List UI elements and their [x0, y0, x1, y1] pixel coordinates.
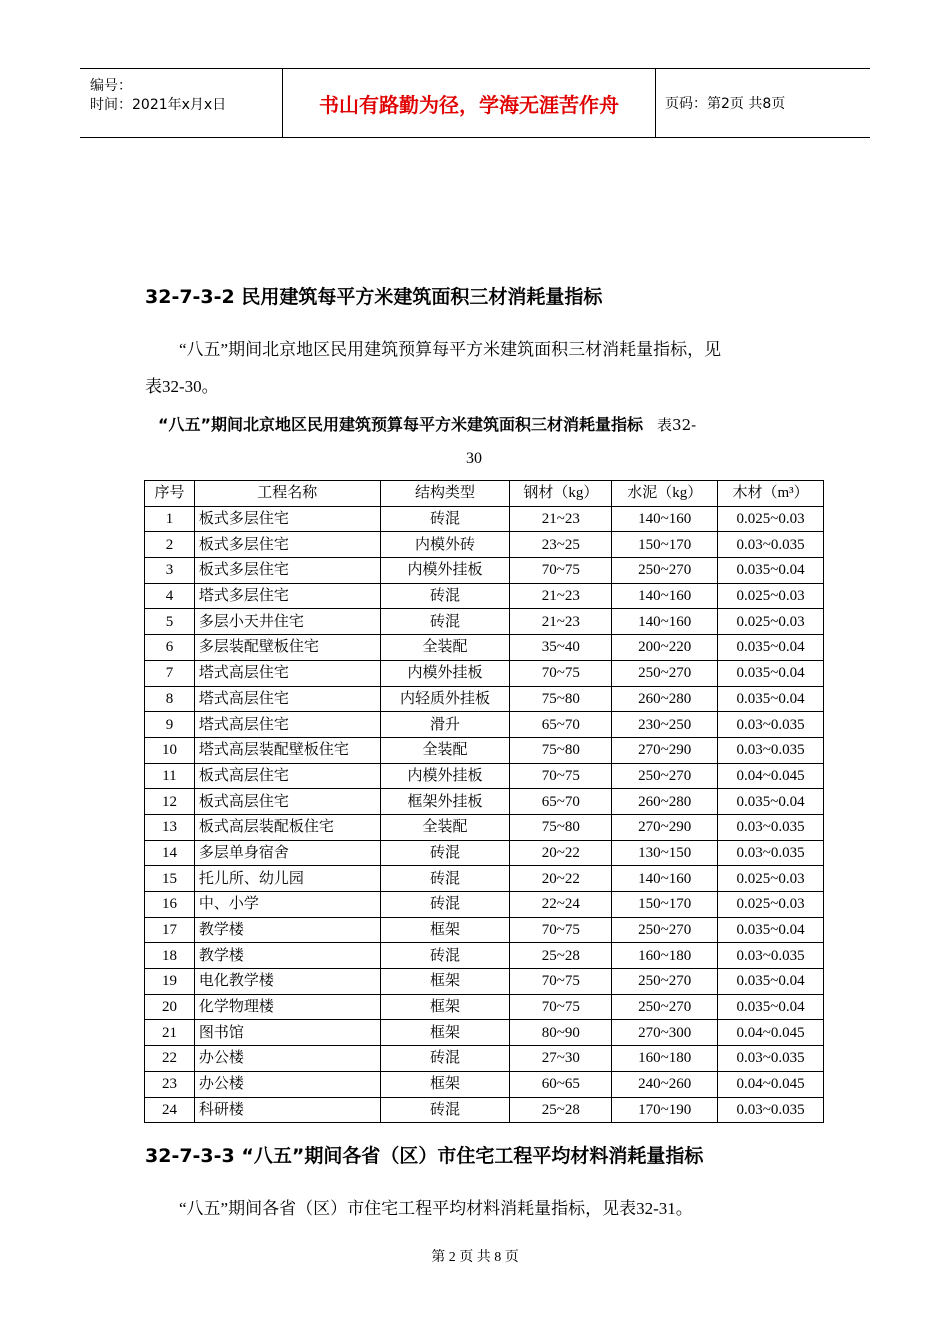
row-index: 20	[145, 994, 195, 1020]
project-name: 教学楼	[194, 917, 380, 943]
section-title-32-7-3-2: 32-7-3-2 民用建筑每平方米建筑面积三材消耗量指标	[145, 286, 603, 308]
table-number: 表32-	[657, 416, 697, 434]
table-row	[145, 763, 824, 789]
table-row	[145, 943, 824, 969]
table-row	[145, 635, 824, 661]
project-name: 电化教学楼	[194, 969, 380, 995]
table-row	[145, 1097, 824, 1123]
column-header: 钢材（kg）	[510, 481, 612, 507]
column-header: 结构类型	[380, 481, 510, 507]
cement-value: 270~290	[612, 814, 718, 840]
table-row	[145, 737, 824, 763]
table-row	[145, 558, 824, 584]
project-name: 托儿所、幼儿园	[194, 866, 380, 892]
cement-value: 200~220	[612, 635, 718, 661]
section2-paragraph	[145, 1190, 810, 1227]
cement-value: 240~260	[612, 1071, 718, 1097]
project-name: 板式多层住宅	[194, 558, 380, 584]
row-index: 5	[145, 609, 195, 635]
section1-para-line1: “八五”期间北京地区民用建筑预算每平方米建筑面积三材消耗量指标，见	[179, 340, 722, 359]
row-index: 11	[145, 763, 195, 789]
structure-type: 全装配	[380, 635, 510, 661]
steel-value: 35~40	[510, 635, 612, 661]
timber-value: 0.03~0.035	[718, 840, 824, 866]
steel-value: 70~75	[510, 660, 612, 686]
table-row	[145, 840, 824, 866]
steel-value: 21~23	[510, 583, 612, 609]
row-index: 19	[145, 969, 195, 995]
timber-value: 0.03~0.035	[718, 532, 824, 558]
steel-value: 75~80	[510, 737, 612, 763]
steel-value: 60~65	[510, 1071, 612, 1097]
project-name: 塔式高层住宅	[194, 712, 380, 738]
row-index: 16	[145, 892, 195, 918]
timber-value: 0.03~0.035	[718, 943, 824, 969]
cement-value: 270~300	[612, 1020, 718, 1046]
row-index: 8	[145, 686, 195, 712]
structure-type: 框架	[380, 994, 510, 1020]
table-row	[145, 814, 824, 840]
column-header: 木材（m³）	[718, 481, 824, 507]
row-index: 4	[145, 583, 195, 609]
timber-value: 0.025~0.03	[718, 583, 824, 609]
row-index: 3	[145, 558, 195, 584]
row-index: 6	[145, 635, 195, 661]
project-name: 板式多层住宅	[194, 506, 380, 532]
cement-value: 140~160	[612, 506, 718, 532]
row-index: 24	[145, 1097, 195, 1123]
cement-value: 150~170	[612, 532, 718, 558]
cement-value: 270~290	[612, 737, 718, 763]
table-header-row	[145, 481, 824, 507]
cement-value: 250~270	[612, 558, 718, 584]
steel-value: 21~23	[510, 506, 612, 532]
cement-value: 250~270	[612, 969, 718, 995]
row-index: 15	[145, 866, 195, 892]
section-title-32-7-3-3: 32-7-3-3 “八五”期间各省（区）市住宅工程平均材料消耗量指标	[145, 1145, 704, 1167]
section1-paragraph	[145, 331, 810, 405]
table-row	[145, 1020, 824, 1046]
header-meta	[80, 69, 280, 137]
timber-value: 0.03~0.035	[718, 1097, 824, 1123]
table-number-continued: 30	[466, 450, 482, 467]
structure-type: 框架	[380, 969, 510, 995]
number-label: 编号：	[90, 78, 132, 94]
project-name: 板式多层住宅	[194, 532, 380, 558]
project-name: 科研楼	[194, 1097, 380, 1123]
column-header: 工程名称	[194, 481, 380, 507]
cement-value: 140~160	[612, 866, 718, 892]
cement-value: 230~250	[612, 712, 718, 738]
timber-value: 0.04~0.045	[718, 763, 824, 789]
steel-value: 23~25	[510, 532, 612, 558]
timber-value: 0.025~0.03	[718, 892, 824, 918]
cement-value: 250~270	[612, 660, 718, 686]
page-footer: 第 2 页 共 8 页	[431, 1250, 519, 1265]
table-row	[145, 789, 824, 815]
table-row	[145, 1046, 824, 1072]
structure-type: 框架	[380, 917, 510, 943]
project-name: 板式高层住宅	[194, 763, 380, 789]
header-page-info: 页码：第2页 共8页	[665, 96, 786, 112]
section2-para-text: “八五”期间各省（区）市住宅工程平均材料消耗量指标，见表32-31。	[179, 1199, 693, 1218]
steel-value: 65~70	[510, 789, 612, 815]
timber-value: 0.03~0.035	[718, 737, 824, 763]
project-name: 塔式高层住宅	[194, 686, 380, 712]
structure-type: 砖混	[380, 609, 510, 635]
timber-value: 0.035~0.04	[718, 789, 824, 815]
steel-value: 27~30	[510, 1046, 612, 1072]
steel-value: 25~28	[510, 943, 612, 969]
structure-type: 砖混	[380, 583, 510, 609]
steel-value: 75~80	[510, 686, 612, 712]
table-row	[145, 686, 824, 712]
row-index: 17	[145, 917, 195, 943]
row-index: 1	[145, 506, 195, 532]
consumption-table	[144, 480, 824, 1123]
cement-value: 250~270	[612, 917, 718, 943]
structure-type: 内模外挂板	[380, 660, 510, 686]
section1-para-line2: 表32-30。	[145, 377, 219, 396]
steel-value: 70~75	[510, 763, 612, 789]
structure-type: 框架	[380, 1071, 510, 1097]
steel-value: 70~75	[510, 917, 612, 943]
row-index: 13	[145, 814, 195, 840]
row-index: 14	[145, 840, 195, 866]
structure-type: 框架外挂板	[380, 789, 510, 815]
cement-value: 260~280	[612, 686, 718, 712]
structure-type: 滑升	[380, 712, 510, 738]
structure-type: 全装配	[380, 737, 510, 763]
project-name: 办公楼	[194, 1046, 380, 1072]
timber-value: 0.035~0.04	[718, 660, 824, 686]
cement-value: 170~190	[612, 1097, 718, 1123]
structure-type: 砖混	[380, 840, 510, 866]
structure-type: 砖混	[380, 866, 510, 892]
project-name: 塔式高层装配壁板住宅	[194, 737, 380, 763]
steel-value: 20~22	[510, 840, 612, 866]
table-row	[145, 609, 824, 635]
row-index: 18	[145, 943, 195, 969]
project-name: 多层单身宿舍	[194, 840, 380, 866]
timber-value: 0.04~0.045	[718, 1071, 824, 1097]
structure-type: 内模外挂板	[380, 558, 510, 584]
timber-value: 0.04~0.045	[718, 1020, 824, 1046]
project-name: 塔式多层住宅	[194, 583, 380, 609]
structure-type: 框架	[380, 1020, 510, 1046]
column-header: 水泥（kg）	[612, 481, 718, 507]
project-name: 板式高层住宅	[194, 789, 380, 815]
cement-value: 250~270	[612, 994, 718, 1020]
row-index: 12	[145, 789, 195, 815]
cement-value: 160~180	[612, 1046, 718, 1072]
table-row	[145, 892, 824, 918]
structure-type: 砖混	[380, 1097, 510, 1123]
timber-value: 0.035~0.04	[718, 969, 824, 995]
steel-value: 65~70	[510, 712, 612, 738]
cement-value: 250~270	[612, 763, 718, 789]
table-row	[145, 660, 824, 686]
table-row	[145, 506, 824, 532]
timber-value: 0.035~0.04	[718, 558, 824, 584]
timber-value: 0.035~0.04	[718, 686, 824, 712]
row-index: 22	[145, 1046, 195, 1072]
project-name: 多层装配壁板住宅	[194, 635, 380, 661]
timber-value: 0.035~0.04	[718, 635, 824, 661]
table-row	[145, 583, 824, 609]
cement-value: 140~160	[612, 583, 718, 609]
cement-value: 150~170	[612, 892, 718, 918]
page-header	[80, 68, 870, 138]
project-name: 办公楼	[194, 1071, 380, 1097]
row-index: 21	[145, 1020, 195, 1046]
structure-type: 内模外挂板	[380, 763, 510, 789]
steel-value: 20~22	[510, 866, 612, 892]
structure-type: 内轻质外挂板	[380, 686, 510, 712]
timber-value: 0.025~0.03	[718, 866, 824, 892]
steel-value: 70~75	[510, 994, 612, 1020]
table-caption	[158, 412, 696, 435]
structure-type: 砖混	[380, 943, 510, 969]
project-name: 化学物理楼	[194, 994, 380, 1020]
timber-value: 0.03~0.035	[718, 1046, 824, 1072]
steel-value: 75~80	[510, 814, 612, 840]
column-header: 序号	[145, 481, 195, 507]
row-index: 23	[145, 1071, 195, 1097]
cement-value: 130~150	[612, 840, 718, 866]
steel-value: 22~24	[510, 892, 612, 918]
timber-value: 0.035~0.04	[718, 917, 824, 943]
project-name: 多层小天井住宅	[194, 609, 380, 635]
time-label: 时间：2021年x月x日	[90, 97, 227, 113]
structure-type: 砖混	[380, 892, 510, 918]
table-caption-title: “八五”期间北京地区民用建筑预算每平方米建筑面积三材消耗量指标	[158, 415, 644, 434]
row-index: 9	[145, 712, 195, 738]
steel-value: 21~23	[510, 609, 612, 635]
structure-type: 砖混	[380, 1046, 510, 1072]
table-row	[145, 1071, 824, 1097]
cement-value: 160~180	[612, 943, 718, 969]
project-name: 板式高层装配板住宅	[194, 814, 380, 840]
project-name: 教学楼	[194, 943, 380, 969]
cement-value: 140~160	[612, 609, 718, 635]
timber-value: 0.035~0.04	[718, 994, 824, 1020]
table-row	[145, 917, 824, 943]
row-index: 7	[145, 660, 195, 686]
header-motto: 书山有路勤为径，学海无涯苦作舟	[282, 69, 656, 137]
structure-type: 全装配	[380, 814, 510, 840]
cement-value: 260~280	[612, 789, 718, 815]
steel-value: 70~75	[510, 969, 612, 995]
timber-value: 0.025~0.03	[718, 609, 824, 635]
row-index: 10	[145, 737, 195, 763]
steel-value: 25~28	[510, 1097, 612, 1123]
project-name: 中、小学	[194, 892, 380, 918]
timber-value: 0.025~0.03	[718, 506, 824, 532]
project-name: 图书馆	[194, 1020, 380, 1046]
timber-value: 0.03~0.035	[718, 814, 824, 840]
structure-type: 砖混	[380, 506, 510, 532]
table-row	[145, 969, 824, 995]
table-row	[145, 866, 824, 892]
timber-value: 0.03~0.035	[718, 712, 824, 738]
table-row	[145, 532, 824, 558]
table-row	[145, 994, 824, 1020]
row-index: 2	[145, 532, 195, 558]
project-name: 塔式高层住宅	[194, 660, 380, 686]
steel-value: 70~75	[510, 558, 612, 584]
steel-value: 80~90	[510, 1020, 612, 1046]
structure-type: 内模外砖	[380, 532, 510, 558]
table-row	[145, 712, 824, 738]
